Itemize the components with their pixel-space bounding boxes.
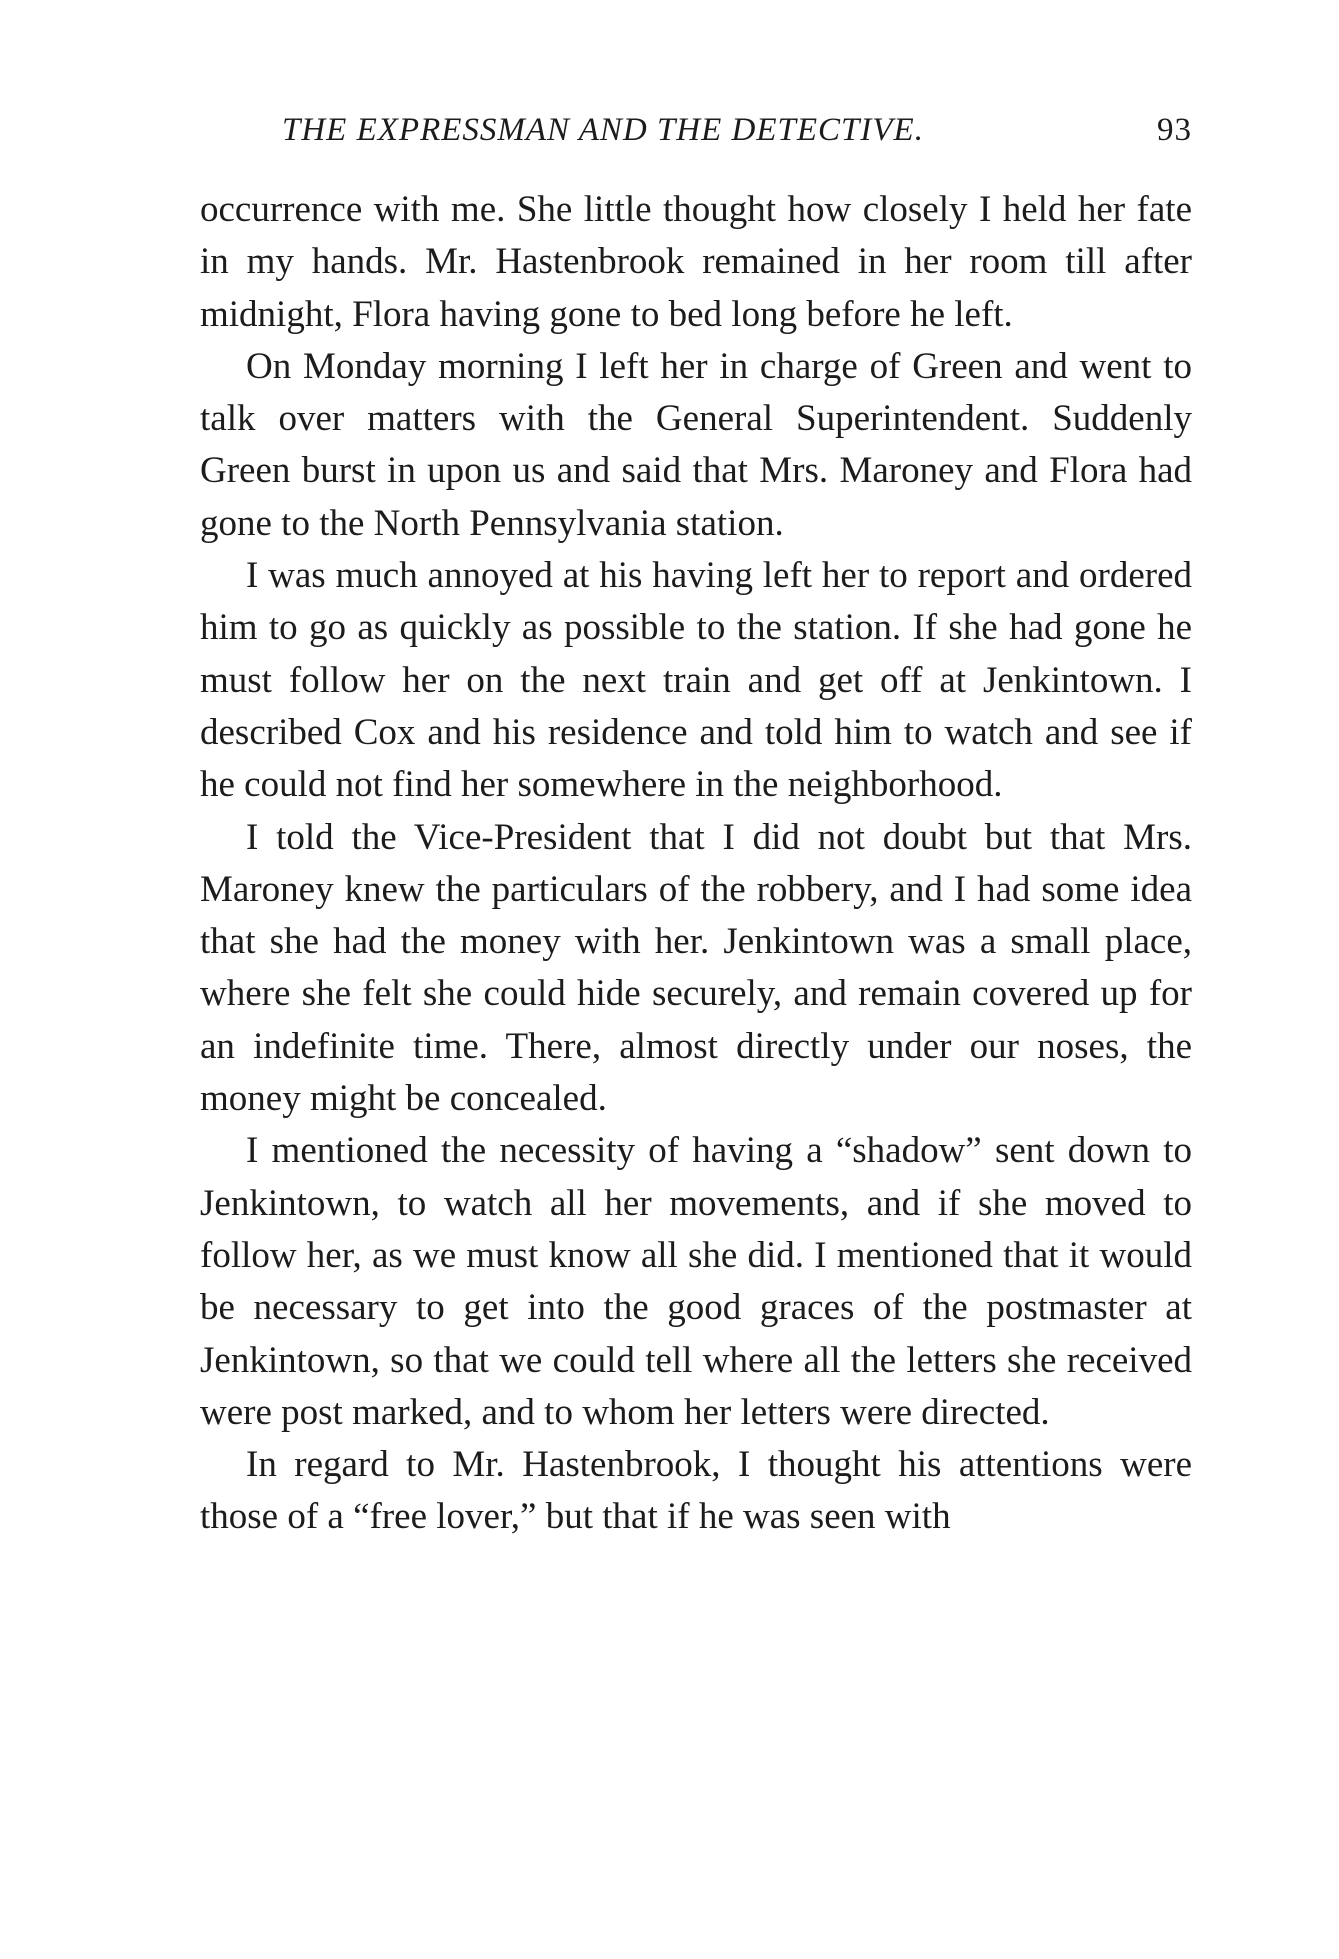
paragraph-6: In regard to Mr. Hastenbrook, I thought his attentions were those of a “free lover,” but that if he was seen with [200,1444,1192,1538]
body-text [200,184,1192,1544]
paragraph-5: I mentioned the necessity of having a “shadow” sent down to Jenkintown, to watch all her movements, and if she moved to follow her, as we must know all she did. I mentioned that it would be necessary to get into the good graces of the postmaster at Jenkintown, so that we could tell where all the letters she received were post marked, and to whom her letters were directed. [200,1130,1192,1433]
paragraph-1: occurrence with me. She little thought how closely I held her fate in my hands. Mr. Hastenbrook remained in her room till after midnight, Flora having gone to bed long before he left. [200,189,1192,335]
paragraph-2: On Monday morning I left her in charge of Green and went to talk over matters with the General Superintendent. Suddenly Green burst in upon us and said that Mrs. Maroney and Flora had gone to the North Pennsylvania station. [200,345,1192,544]
paragraph-3: I was much annoyed at his having left her to report and ordered him to go as quickly as possible to the station. If she had gone he must follow her on the next train and get off at Jenkintown. I described Cox and his residence and told him to watch and see if he could not find her somewhere in the neighborhood. [200,555,1192,806]
running-head [200,112,1192,158]
page-number: 93 [1157,112,1192,148]
running-title: THE EXPRESSMAN AND THE DETECTIVE. [282,112,924,148]
paragraph-4: I told the Vice-President that I did not doubt but that Mrs. Maroney knew the particulars of the robbery, and I had some idea that she had the money with her. Jenkintown was a small place, where she felt she could hide securely, and remain covered up for an indefinite time. There, almost directly under our noses, the money might be concealed. [200,816,1192,1120]
